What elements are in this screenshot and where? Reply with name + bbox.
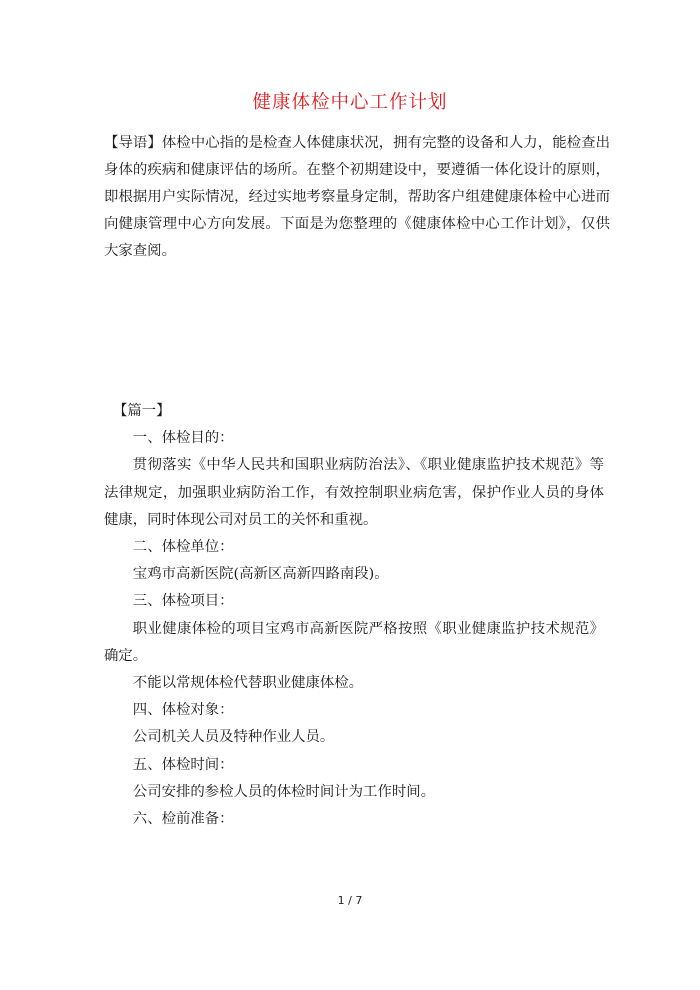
document-body [104, 398, 604, 833]
heading-preparation: 六、检前准备： [132, 811, 234, 828]
heading-unit: 二、体检单位： [132, 539, 234, 556]
document-title: 健康体检中心工作计划 [252, 92, 448, 113]
page-number: 1 / 7 [337, 894, 363, 907]
paragraph-unit: 宝鸡市高新医院(高新区高新四路南段)。 [132, 566, 389, 583]
heading-items: 三、体检项目： [132, 593, 234, 610]
intro-paragraph: 【导语】体检中心指的是检查人体健康状况，拥有完整的设备和人力，能检查出身体的疾病和健康评估的场所。在整个初期建设中，要遵循一体化设计的原则，即根据用户实际情况，经过实地考察量身定制，帮助客户组建健康体检中心进而向健康管理中心方向发展。下面是为您整理的《健康体检中心工作计划》，仅供大家查阅。 [104, 135, 610, 259]
paragraph-time: 公司安排的参检人员的体检时间计为工作时间。 [132, 783, 436, 800]
heading-time: 五、体检时间： [132, 756, 234, 773]
heading-targets: 四、体检对象： [132, 702, 234, 719]
paragraph-items: 职业健康体检的项目宝鸡市高新医院严格按照《职业健康监护技术规范》确定。 [104, 620, 604, 664]
paragraph-items-note: 不能以常规体检代替职业健康体检。 [132, 675, 364, 692]
heading-purpose: 一、体检目的： [132, 430, 234, 447]
paragraph-targets: 公司机关人员及特种作业人员。 [132, 729, 335, 746]
section-label: 【篇一】 [113, 403, 171, 419]
paragraph-purpose: 贯彻落实《中华人民共和国职业病防治法》、《职业健康监护技术规范》等法律规定，加强职业病防治工作，有效控制职业病危害，保护作业人员的身体健康，同时体现公司对员工的关怀和重视。 [104, 457, 604, 528]
